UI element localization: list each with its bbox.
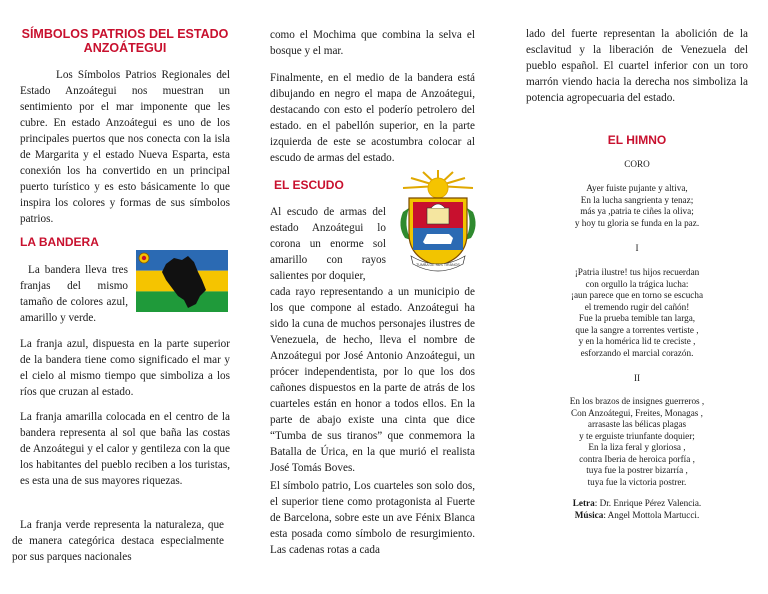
credits — [526, 498, 748, 521]
verse-line: Fue la prueba temible tan larga, — [578, 313, 696, 323]
bandera-paragraph-1: La bandera lleva tres franjas del mismo tamaño de colores azul, amarillo y verde. — [20, 264, 128, 324]
verse-line: y te erguiste triunfante doquier; — [579, 430, 695, 441]
anzoategui-flag-image — [136, 250, 228, 312]
coro-stanza — [526, 183, 748, 229]
letra-credit — [526, 498, 748, 510]
bandera-heading: LA BANDERA — [20, 235, 99, 249]
verse-line: arrasaste las bélicas plagas — [587, 419, 687, 429]
bandera-paragraph-2: La franja azul, dispuesta en la parte superior de la bandera tiene como significado el mar y el cielo al mismo tiempo que simboliza a los ríos que cruzan al estado. — [20, 338, 230, 398]
escudo-paragraph-1b: cada rayo representando a un municipio de los que compone al estado. Anzoátegui ha sido la cuna de muchos personajes ilustres de Venezuela, de hecho, lleva el nombre de Anzoátegui por José Antonio Anzoátegui, un prócer independentista, por lo que los dos cañones dispuestos en la parte de atrás de los cuarteles están en honor a todos ellos. En la parte de abajo existe una cinta que dice “Tumba de sus tiranos” que conmemora la Batalla de Úrica, en la que murió el realista José Tomás Boves. — [270, 286, 475, 474]
escudo-heading: EL ESCUDO — [274, 178, 344, 192]
bandera-paragraph-3: La franja amarilla colocada en el centro de la bandera representa al sol que baña las costas de Anzoátegui y el calor y gentileza con la que los habitantes del pueblo reciben a los turistas, es esta una de sus mayores riquezas. — [20, 411, 230, 487]
mochima-paragraph: como el Mochima que combina la selva el bosque y el mar. — [270, 29, 475, 57]
coro-label: CORO — [624, 159, 650, 169]
verse-line: En los brazos de insignes guerreros , — [569, 396, 705, 406]
stanza-ii-label: II — [633, 373, 641, 383]
verse-line: con orgullo la trágica lucha: — [585, 278, 689, 289]
escudo-paragraph-2: El símbolo patrio, Los cuarteles son solo dos, el superior tiene como protagonista al Fuerte de Barcelona, sobre este un ave Fénix Blanca esta posada como símbolo de resurgimiento. Las cadenas rotas a cada — [270, 480, 475, 556]
bandera-paragraph-4: La franja verde representa la naturaleza, que de manera categórica destaca especialmente por sus parques nacionales — [12, 519, 224, 563]
intro-paragraph: Los Símbolos Patrios Regionales del Estado Anzoátegui nos muestran un sentimiento por el mar imponente que les cubre. En estado Anzoátegui es uno de los principales puertos que nos conecta con la isla de Margarita y el estado Nueva Esparta, esta conexión los ha convertido en un principal puerto turístico y es esto básicamente lo que inspira los colores y formas de sus símbolos patrios. — [20, 69, 230, 225]
verse-line: ¡aun parece que en torno se escucha — [570, 290, 704, 300]
verse-line: y en la homérica lid te creciste , — [578, 336, 696, 346]
verse-line: En la lucha sangrienta y tenaz; — [580, 194, 694, 205]
musica-credit — [526, 510, 748, 522]
verse-line: En la liza feral y gloriosa , — [588, 442, 686, 452]
verse-line: ¡Patria ilustre! tus hijos recuerdan — [574, 267, 700, 277]
verse-line: más ya ,patria te ciñes la oliva; — [580, 206, 694, 216]
column-right — [512, 0, 768, 594]
fuerte-paragraph: lado del fuerte representan la abolición de la esclavitud y la liberación de Venezuela del pueblo español. El cuartel inferior con un toro marrón viendo hacia la derecha nos simboliza la potencia agropecuaria del estado. — [526, 28, 748, 104]
letra-value: : Dr. Enrique Pérez Valencia. — [594, 498, 702, 508]
verse-line: el tremendo rugir del cañón! — [584, 301, 690, 312]
ribbon-motto: TUMBA DE SUS TIRANOS — [416, 263, 460, 267]
stanza-ii — [526, 396, 748, 488]
mapa-paragraph: Finalmente, en el medio de la bandera está dibujando en negro el mapa de Anzoátegui, destacando con esto el poderío petrolero del estado. en el pabellón superior, en la parte izquierda de este se acostumbra colocar al escudo de armas del estado. — [270, 72, 475, 164]
stanza-i — [526, 267, 748, 359]
verse-line: esforzando el marcial corazón. — [580, 347, 694, 358]
musica-value: : Angel Mottola Martucci. — [603, 509, 700, 520]
verse-line: y hoy tu gloria se funda en la paz. — [574, 217, 700, 228]
stanza-i-label: I — [635, 243, 639, 253]
verse-line: tuya fue la postrer bizarría , — [586, 465, 688, 475]
column-left — [0, 0, 240, 594]
verse-line: que la sangre a torrentes vertiste , — [575, 324, 699, 335]
coat-of-arms-image — [393, 168, 483, 280]
verse-line: tuya fue la victoria postrer. — [587, 476, 687, 487]
musica-label: Música — [574, 509, 604, 520]
himno-heading: EL HIMNO — [607, 133, 667, 147]
page-title: SÍMBOLOS PATRIOS DEL ESTADO ANZOÁTEGUI — [21, 27, 229, 55]
verse-line: contra Iberia de heroica porfía , — [579, 453, 695, 464]
verse-line: Con Anzoátegui, Freites, Monagas , — [571, 407, 703, 418]
verse-line: Ayer fuiste pujante y altiva, — [586, 183, 688, 193]
letra-label: Letra — [572, 498, 595, 508]
column-middle — [260, 0, 490, 594]
escudo-paragraph-1a: Al escudo de armas del estado Anzoátegui lo corona un enorme sol amarillo con rayos salientes por doquier, — [270, 206, 386, 282]
